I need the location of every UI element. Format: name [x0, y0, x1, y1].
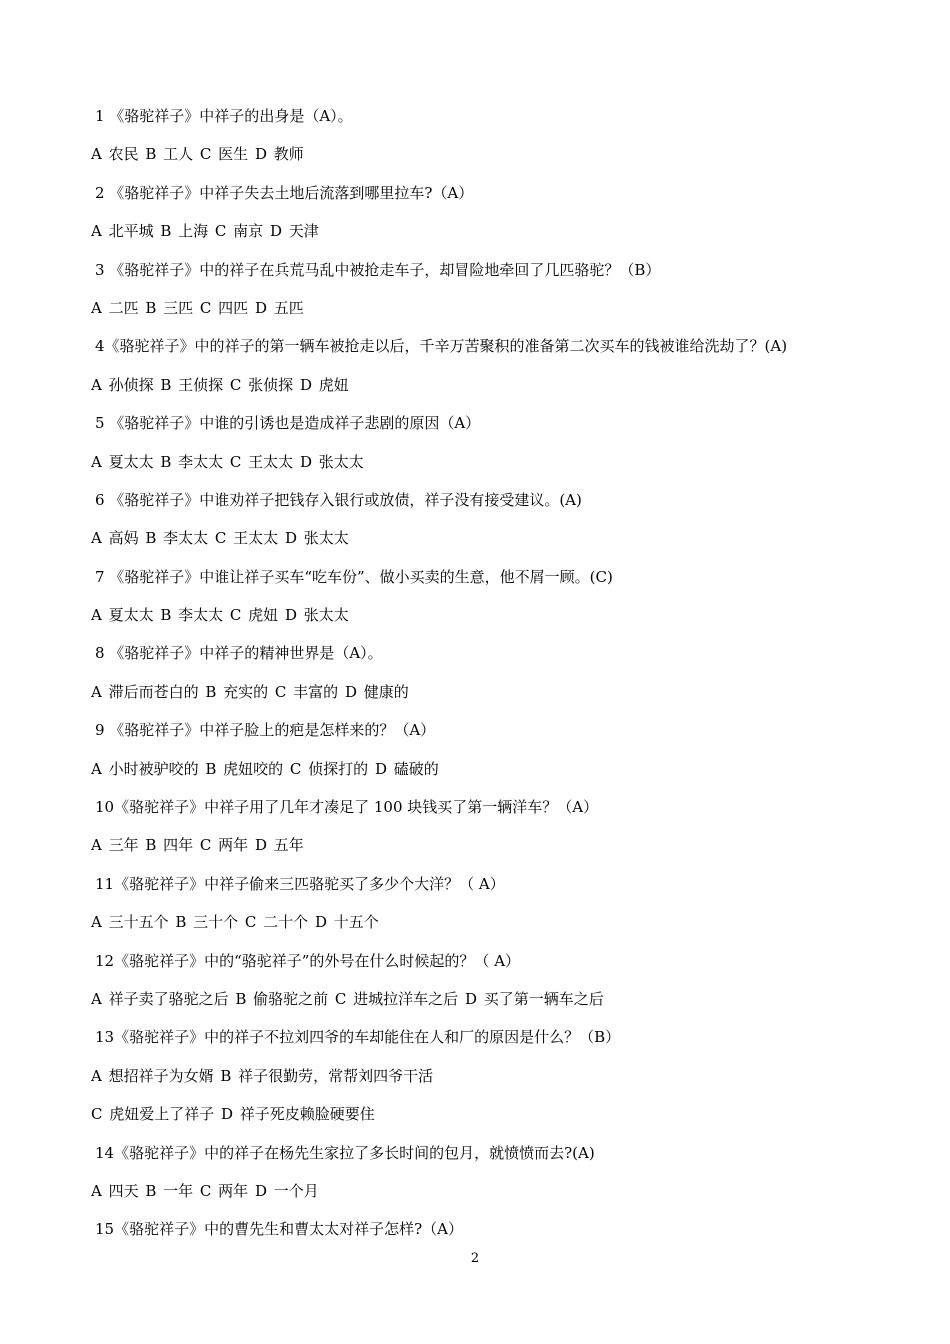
options-9: A 小时被驴咬的 B 虎妞咬的 C 侦探打的 D 磕破的	[91, 759, 439, 778]
question-10: 10《骆驼祥子》中祥子用了几年才凑足了 100 块钱买了第一辆洋车？（A）	[95, 798, 599, 817]
question-8: 8 《骆驼祥子》中祥子的精神世界是（A）。	[95, 644, 383, 663]
options-6: A 高妈 B 李太太 C 王太太 D 张太太	[91, 529, 349, 548]
question-15: 15《骆驼祥子》中的曹先生和曹太太对祥子怎样?（A）	[95, 1220, 463, 1239]
options-14: A 四天 B 一年 C 两年 D 一个月	[91, 1181, 319, 1200]
question-12: 12《骆驼祥子》中的“骆驼祥子”的外号在什么时候起的？（ A）	[95, 951, 521, 970]
options-7: A 夏太太 B 李太太 C 虎妞 D 张太太	[91, 606, 349, 625]
options-5: A 夏太太 B 李太太 C 王太太 D 张太太	[91, 452, 364, 471]
options-4: A 孙侦探 B 王侦探 C 张侦探 D 虎妞	[91, 375, 349, 394]
question-9: 9 《骆驼祥子》中祥子脸上的疤是怎样来的？（A）	[95, 721, 436, 740]
options-12: A 祥子卖了骆驼之后 B 偷骆驼之前 C 进城拉洋车之后 D 买了第一辆车之后	[91, 989, 604, 1008]
question-14: 14《骆驼祥子》中的祥子在杨先生家拉了多长时间的包月，就愤愤而去?(A)	[95, 1143, 595, 1162]
quiz-content	[91, 104, 881, 1256]
question-5: 5 《骆驼祥子》中谁的引诱也是造成祥子悲剧的原因（A）	[95, 414, 481, 433]
options-13b: C 虎妞爱上了祥子 D 祥子死皮赖脸硬要住	[91, 1105, 375, 1124]
question-2: 2 《骆驼祥子》中祥子失去土地后流落到哪里拉车?（A）	[95, 183, 474, 202]
question-1: 1 《骆驼祥子》中祥子的出身是（A）。	[95, 107, 353, 125]
options-2: A 北平城 B 上海 C 南京 D 天津	[91, 222, 319, 241]
options-8: A 滞后而苍白的 B 充实的 C 丰富的 D 健康的	[91, 682, 409, 701]
question-13: 13《骆驼祥子》中的祥子不拉刘四爷的车却能住在人和厂的原因是什么？（B）	[95, 1028, 621, 1047]
options-13a: A 想招祥子为女婿 B 祥子很勤劳，常帮刘四爷干活	[91, 1066, 434, 1085]
options-11: A 三十五个 B 三十个 C 二十个 D 十五个	[91, 913, 379, 932]
question-6: 6 《骆驼祥子》中谁劝祥子把钱存入银行或放债，祥子没有接受建议。(A)	[95, 490, 582, 509]
question-7: 7 《骆驼祥子》中谁让祥子买车“吃车份”、做小买卖的生意，他不屑一顾。(C)	[95, 567, 613, 586]
question-11: 11《骆驼祥子》中祥子偷来三匹骆驼买了多少个大洋？（ A）	[95, 874, 505, 893]
question-3: 3 《骆驼祥子》中的祥子在兵荒马乱中被抢走车子，却冒险地牵回了几匹骆驼？（B）	[95, 260, 661, 279]
options-1: A 农民 B 工人 C 医生 D 教师	[91, 145, 304, 164]
question-4: 4《骆驼祥子》中的祥子的第一辆车被抢走以后，千辛万苦聚积的准备第二次买车的钱被谁给洗劫了？(A)	[95, 337, 788, 356]
options-3: A 二匹 B 三匹 C 四匹 D 五匹	[91, 298, 304, 317]
options-10: A 三年 B 四年 C 两年 D 五年	[91, 836, 304, 855]
page-number: 2	[470, 1251, 480, 1266]
